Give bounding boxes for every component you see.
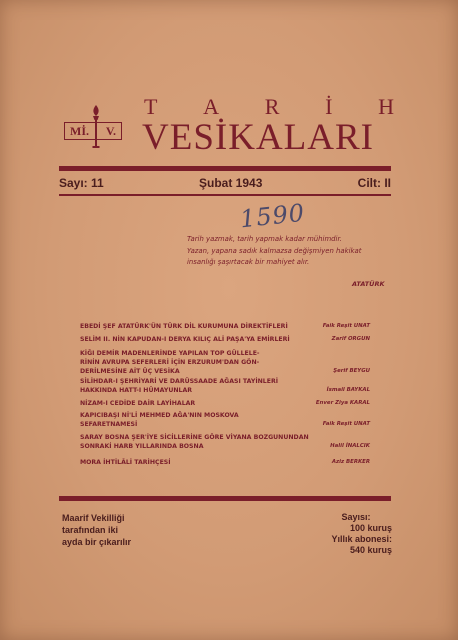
- title-letter: İ: [325, 94, 333, 119]
- toc-author: İsmail BAYKAL: [326, 387, 370, 393]
- issue-date: Şubat 1943: [199, 176, 263, 190]
- title-letter: A: [203, 94, 220, 119]
- publisher-line: tarafından iki: [62, 525, 119, 535]
- publisher-note: [62, 512, 131, 548]
- price-info: [320, 512, 392, 556]
- toc-entry: [80, 335, 372, 344]
- toc-entry: [80, 322, 372, 331]
- toc-title-line: SONRAKİ HARB YILLARINDA BOSNA: [80, 443, 204, 450]
- title-vesikalari: VESİKALARI: [142, 117, 374, 158]
- publisher-line: Maarif Vekilliği: [62, 513, 125, 523]
- toc-title-line: MORA İHTİLÂLİ TARİHÇESİ: [80, 459, 171, 466]
- toc-title-line: SARAY BOSNA ŞER'İYE SİCİLLERİNE GÖRE VİYANA BOZGUNUNDAN: [80, 434, 309, 441]
- issue-number: Sayı: 11: [59, 176, 104, 190]
- toc-title-line: HAKKINDA HATT-I HÜMAYUNLAR: [80, 387, 193, 394]
- toc-title-line: EBEDİ ŞEF ATATÜRK'ÜN TÜRK DİL KURUMUNA DİREKTİFLERİ: [80, 323, 288, 330]
- toc-entry: [80, 411, 372, 429]
- toc-entry: [80, 458, 372, 467]
- toc-entry: [80, 349, 372, 376]
- handwritten-number: 1590: [238, 198, 307, 234]
- divider-top: [59, 166, 391, 171]
- quote-line: insanlığı şaşırtacak bir mahiyet alır.: [187, 258, 310, 266]
- quote-line: Tarih yazmak, tarih yapmak kadar mühimdir.: [187, 235, 342, 243]
- toc-title-line: SİLİHDAR-I ŞEHRİYARİ VE DARÜSSAADE AĞASI TAYİNLERİ: [80, 378, 279, 385]
- subscription-label: Yıllık abonesi:: [331, 534, 392, 544]
- toc-entry: [80, 377, 372, 395]
- price-value: 100 kuruş: [349, 523, 392, 533]
- title-letter: T: [144, 94, 158, 119]
- toc-title-line: KİĞI DEMİR MADENLERİNDE YAPILAN TOP GÜLLELE-: [80, 350, 260, 357]
- toc-title-line: RİNİN AVRUPA SEFERLERİ İÇİN ERZURUM'DAN GÖN-: [80, 359, 260, 366]
- price-label: Sayısı:: [341, 512, 371, 522]
- toc-title-line: DERİLMESİNE AİT ÜÇ VESİKA: [80, 368, 180, 375]
- title-letter: H: [378, 94, 394, 119]
- toc-author: Faik Reşit UNAT: [322, 323, 370, 329]
- toc-author: Halil İNALCIK: [330, 443, 370, 449]
- toc-author: Zarif ORGUN: [331, 336, 370, 342]
- toc-author: Şerif BEYGU: [333, 368, 370, 374]
- toc-title-line: SEFARETNAMESİ: [80, 421, 138, 428]
- emblem-frame: [64, 122, 122, 140]
- subscription-value: 540 kuruş: [349, 545, 392, 555]
- issue-volume: Cilt: II: [357, 176, 391, 190]
- emblem-left-text: Mİ.: [70, 123, 89, 138]
- quote-author: ATATÜRK: [352, 280, 385, 288]
- publisher-line: ayda bir çıkarılır: [62, 537, 132, 547]
- toc-title-line: NİZAM-I CEDİDE DAİR LAYİHALAR: [80, 400, 196, 407]
- toc-author: Aziz BERKER: [331, 459, 370, 465]
- toc-title-line: SELİM II. NİN KAPUDAN-I DERYA KILIÇ ALİ PAŞA'YA EMİRLERİ: [80, 336, 290, 343]
- divider-bottom: [59, 496, 391, 501]
- toc-entry: [80, 433, 372, 451]
- toc-author: Enver Ziya KARAL: [315, 400, 370, 406]
- toc-author: Faik Reşit UNAT: [322, 421, 370, 427]
- emblem-logo: [60, 104, 132, 150]
- divider-under-info: [59, 194, 391, 196]
- toc-title-line: KAPICIBAŞI Nİ'Lİ MEHMED AĞA'NIN MOSKOVA: [80, 412, 239, 419]
- toc-entry: [80, 399, 372, 408]
- title-letter: R: [264, 94, 280, 119]
- ataturk-quote: [187, 234, 392, 269]
- quote-line: Yazan, yapana sadık kalmazsa değişmiyen hakikat: [187, 246, 362, 255]
- emblem-right-text: V.: [105, 123, 116, 138]
- issue-info: [59, 176, 391, 190]
